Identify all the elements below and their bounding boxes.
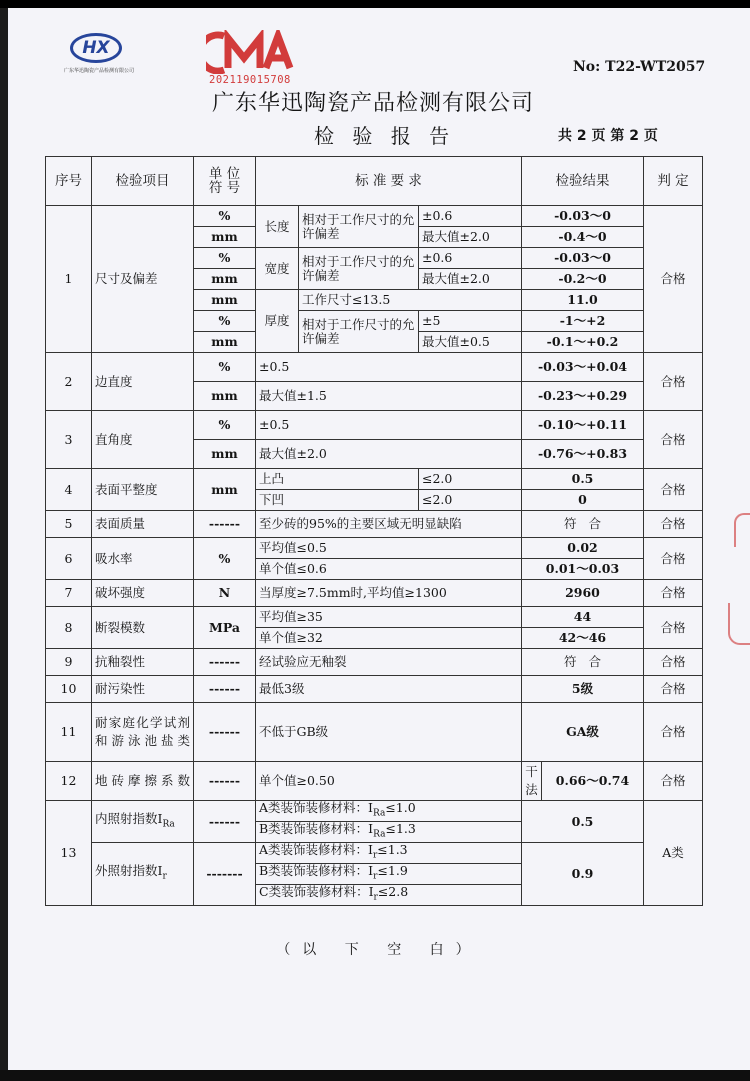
row-verdict: 合格 [644,580,703,607]
row-item: 破坏强度 [92,580,194,607]
row-unit: ------ [194,801,256,843]
result-value: -0.03～+0.04 [522,353,644,382]
row-no: 1 [46,206,92,353]
result-value: -1～+2 [522,311,644,332]
requirement-value [256,843,522,864]
row-unit: mm [194,290,256,311]
row-item: 地砖摩擦系数 [92,762,194,801]
row-verdict: 合格 [644,649,703,676]
requirement-value [256,864,522,885]
table-row [46,511,703,538]
row-item: 耐家庭化学试剂和游泳池盐类 [92,703,194,762]
req-val: ≤2.8 [377,884,409,900]
report-title: 检 验 报 告 [314,124,456,148]
req-text: A类装饰装修材料：I [259,842,373,858]
hx-logo-text: HX [82,38,110,58]
row-unit: % [194,538,256,580]
result-value: 11.0 [522,290,644,311]
row-item: 表面平整度 [92,469,194,511]
report-number: No: T22-WT2057 [573,59,706,75]
row-verdict: 合格 [644,511,703,538]
requirement-value: ±0.6 [419,248,522,269]
table-row [46,411,703,440]
col-requirement-header: 标 准 要 求 [256,157,522,206]
table-row [46,703,703,762]
result-value: 符 合 [522,649,644,676]
requirement-value: ≤2.0 [419,490,522,511]
table-row [46,607,703,628]
row-verdict: A类 [644,801,703,906]
req-text: B类装饰装修材料：I [259,863,374,879]
row-unit: % [194,353,256,382]
result-value: -0.10～+0.11 [522,411,644,440]
requirement-value: 单个值≥32 [256,628,522,649]
req-val: ≤1.3 [385,821,416,837]
row-no: 6 [46,538,92,580]
row-item: 尺寸及偏差 [92,206,194,353]
req-val: ≤1.0 [385,800,416,816]
result-value: 0.5 [522,469,644,490]
red-seal-edge [734,513,750,547]
cma-number: 202119015708 [209,74,291,86]
row-no: 11 [46,703,92,762]
result-value: -0.1～+0.2 [522,332,644,353]
row-unit: % [194,248,256,269]
table-row [46,353,703,382]
requirement-value: 最大值±0.5 [419,332,522,353]
row-unit: MPa [194,607,256,649]
page-info: 共 2 页 第 2 页 [558,128,658,144]
item-sub: Ra [162,819,175,830]
req-val: ≤1.9 [377,863,408,879]
bottom-frame [0,1070,750,1081]
requirement-value: 最低3级 [256,676,522,703]
item-text: 内照射指数I [95,810,163,826]
table-row [46,538,703,559]
requirement-value: 最大值±1.5 [256,382,522,411]
row-item: 边直度 [92,353,194,411]
row-unit: N [194,580,256,607]
requirement-value: 最大值±2.0 [256,440,522,469]
requirement-value: 不低于GB级 [256,703,522,762]
result-value: -0.76～+0.83 [522,440,644,469]
row-unit: ------ [194,703,256,762]
table-row [46,843,703,864]
req-sub: Ra [373,829,386,840]
result-value: 42～46 [522,628,644,649]
table-row [46,469,703,490]
result-value: 0.02 [522,538,644,559]
requirement-value: ±0.5 [256,411,522,440]
row-no: 3 [46,411,92,469]
row-unit: ------ [194,762,256,801]
table-row [46,801,703,822]
sub-requirement: 相对于工作尺寸的允许偏差 [299,248,419,290]
col-unit-header: 单 位 符 号 [194,157,256,206]
row-verdict: 合格 [644,206,703,353]
result-value: 0.9 [522,843,644,906]
row-unit: ------- [194,843,256,906]
hx-logo-caption: 广东华迅陶瓷产品检测有限公司 [64,68,135,74]
result-value: 44 [522,607,644,628]
req-sub: r [373,892,378,903]
row-verdict: 合格 [644,762,703,801]
result-value: 5级 [522,676,644,703]
col-no-header: 序号 [46,157,92,206]
requirement-value: 平均值≤0.5 [256,538,522,559]
row-item: 抗釉裂性 [92,649,194,676]
end-note: （以 下 空 白） [276,942,482,958]
row-no: 7 [46,580,92,607]
requirement-value: 最大值±2.0 [419,269,522,290]
result-value: -0.03～0 [522,206,644,227]
top-frame [0,0,750,8]
requirement-value: 平均值≥35 [256,607,522,628]
inspection-table [45,156,703,906]
sub-requirement: 相对于工作尺寸的允许偏差 [299,206,419,248]
col-verdict-header: 判 定 [644,157,703,206]
row-verdict: 合格 [644,469,703,511]
col-result-header: 检验结果 [522,157,644,206]
result-value: -0.4～0 [522,227,644,248]
requirement-value: 单个值≥0.50 [256,762,522,801]
red-seal-edge [728,603,750,645]
row-unit: % [194,411,256,440]
sub-item: 宽度 [256,248,299,290]
table-row [46,649,703,676]
result-value: -0.03～0 [522,248,644,269]
requirement-value [256,822,522,843]
requirement-value [256,801,522,822]
col-item-header: 检验项目 [92,157,194,206]
row-no: 13 [46,801,92,906]
row-verdict: 合格 [644,411,703,469]
req-text: A类装饰装修材料：I [259,800,373,816]
requirement-value: 最大值±2.0 [419,227,522,248]
req-sub: r [373,871,378,882]
result-value: 0.01～0.03 [522,559,644,580]
row-unit: % [194,311,256,332]
hx-logo-mark [70,33,122,63]
requirement-value: ±0.6 [419,206,522,227]
result-value: -0.23～+0.29 [522,382,644,411]
row-no: 8 [46,607,92,649]
row-no: 12 [46,762,92,801]
requirement-value: ≤2.0 [419,469,522,490]
requirement-value: 经试验应无釉裂 [256,649,522,676]
table-row [46,676,703,703]
row-unit: mm [194,440,256,469]
row-no: 10 [46,676,92,703]
requirement-label: 下凹 [256,490,419,511]
row-no: 4 [46,469,92,511]
requirement-label: 上凸 [256,469,419,490]
req-sub: r [372,850,378,861]
requirement-value: ±0.5 [256,353,522,382]
row-unit: mm [194,469,256,511]
requirement-value: 当厚度≥7.5mm时,平均值≥1300 [256,580,522,607]
cma-mark-icon [206,30,302,74]
row-no: 9 [46,649,92,676]
table-row [46,206,703,227]
row-item: 断裂模数 [92,607,194,649]
table-row [46,580,703,607]
requirement-value: 至少砖的95%的主要区域无明显缺陷 [256,511,522,538]
row-item: 耐污染性 [92,676,194,703]
report-page [8,8,750,1070]
row-unit: ------ [194,511,256,538]
requirement-value: 单个值≤0.6 [256,559,522,580]
req-sub: Ra [372,808,386,819]
row-unit: mm [194,332,256,353]
row-no: 5 [46,511,92,538]
table-header-row [46,157,703,206]
result-value: -0.2～0 [522,269,644,290]
cma-logo [206,30,302,90]
row-verdict: 合格 [644,607,703,649]
sub-item: 厚度 [256,290,299,353]
requirement-value [256,885,522,906]
requirement-value: 工作尺寸≤13.5 [299,290,522,311]
req-text: B类装饰装修材料：I [259,821,374,837]
sub-item: 长度 [256,206,299,248]
result-value: 2960 [522,580,644,607]
row-item [92,801,194,843]
row-item: 直角度 [92,411,194,469]
result-cell [522,762,644,801]
row-verdict: 合格 [644,703,703,762]
row-verdict: 合格 [644,538,703,580]
result-value: 0 [522,490,644,511]
item-sub: r [162,871,167,882]
row-unit: ------ [194,649,256,676]
result-value: 0.66～0.74 [555,773,630,788]
row-verdict: 合格 [644,353,703,411]
row-unit: mm [194,269,256,290]
req-val: ≤1.3 [377,842,408,858]
result-value: GA级 [522,703,644,762]
row-item: 吸水率 [92,538,194,580]
row-unit: % [194,206,256,227]
row-no: 2 [46,353,92,411]
company-name: 广东华迅陶瓷产品检测有限公司 [211,91,534,116]
result-value: 0.5 [522,801,644,843]
table-row [46,762,703,801]
row-unit: ------ [194,676,256,703]
requirement-value: ±5 [419,311,522,332]
method-label: 干法 [522,762,542,800]
result-value: 符 合 [522,511,644,538]
req-text: C类装饰装修材料：I [259,884,374,900]
hx-logo [64,30,138,82]
row-item: 表面质量 [92,511,194,538]
sub-requirement: 相对于工作尺寸的允许偏差 [299,311,419,353]
item-text: 外照射指数I [95,863,163,879]
row-unit: mm [194,382,256,411]
row-verdict: 合格 [644,676,703,703]
row-item [92,843,194,906]
row-unit: mm [194,227,256,248]
